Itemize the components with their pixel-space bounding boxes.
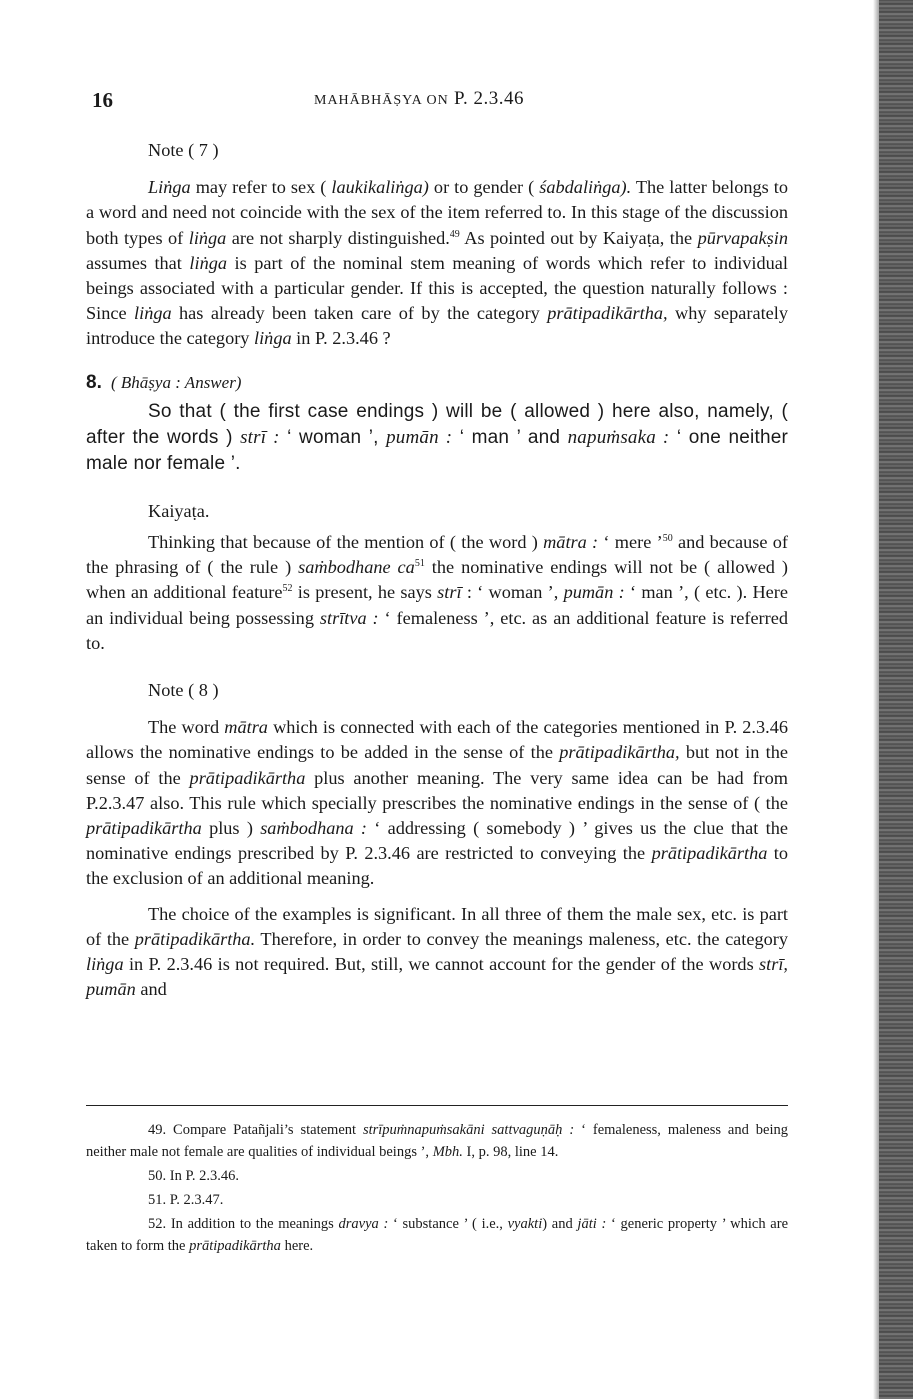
text: ‘ femaleness, maleness and being neither male not female are qualities of individual beings ’, bbox=[86, 1122, 789, 1160]
text: why separately introduce the category bbox=[86, 303, 788, 349]
term: jāti : bbox=[577, 1216, 607, 1232]
text: assumes that bbox=[86, 252, 190, 273]
term: saṁbodhane ca bbox=[298, 557, 415, 578]
footnote-ref-50: 50 bbox=[662, 532, 673, 544]
term: saṁbodhana : bbox=[260, 818, 367, 839]
term: prātipadikārtha. bbox=[134, 928, 256, 949]
kaiyata-paragraph bbox=[86, 530, 788, 656]
term: prātipadikārtha bbox=[86, 818, 202, 839]
note-7-paragraph bbox=[86, 175, 788, 351]
term: strīpuṁnapuṁsakāni sattvaguṇāḥ : bbox=[362, 1122, 575, 1138]
text: to the exclusion of an additional meaning. bbox=[86, 843, 788, 889]
term: vyakti bbox=[507, 1216, 543, 1232]
text: 52. In addition to the meanings bbox=[148, 1216, 339, 1232]
text: : ‘ woman ’, bbox=[461, 582, 564, 603]
section-title: ( Bhāṣya : Answer) bbox=[111, 372, 242, 392]
term: strī, bbox=[759, 954, 788, 975]
note-8-paragraph-1 bbox=[86, 715, 788, 891]
text: 49. Compare Patañjali’s statement bbox=[148, 1122, 363, 1138]
section-number: 8. bbox=[86, 371, 102, 393]
term: napuṁsaka : bbox=[567, 426, 670, 448]
note-8-label: Note ( 8 ) bbox=[148, 680, 219, 701]
term: liṅga bbox=[189, 252, 228, 273]
term: mātra bbox=[224, 717, 268, 738]
text: may refer to sex ( bbox=[190, 177, 332, 198]
footnote-49 bbox=[86, 1119, 788, 1163]
text: ‘ substance ’ ( i.e., bbox=[388, 1216, 508, 1232]
term: liṅga bbox=[254, 328, 292, 349]
term: liṅga bbox=[86, 954, 124, 975]
term: dravya : bbox=[338, 1216, 389, 1232]
text: Thinking that because of the mention of ( the word ) bbox=[148, 532, 544, 553]
text: ) and bbox=[542, 1216, 578, 1232]
footnote-ref-52: 52 bbox=[282, 583, 293, 595]
term: pūrvapakṣin bbox=[697, 227, 788, 248]
text: The choice of the examples is significant. In all three of them the male sex, etc. is part of the bbox=[86, 903, 788, 949]
text: ‘ femaleness ’, etc. as an additional feature is referred to. bbox=[86, 607, 788, 653]
term: pumān bbox=[86, 979, 136, 1000]
term: Mbh. bbox=[432, 1144, 463, 1160]
text: are not sharply distinguished. bbox=[226, 227, 450, 248]
running-head-title: MAHĀBHĀṢYA ON bbox=[314, 93, 449, 108]
term: prātipadikārtha, bbox=[547, 303, 668, 324]
text: ‘ mere ’ bbox=[598, 532, 663, 553]
text: ‘ man ’, ( etc. ). Here an individual being possessing bbox=[86, 582, 788, 628]
section-8-heading bbox=[86, 370, 788, 395]
text: in P. 2.3.46 ? bbox=[291, 328, 391, 349]
text: ‘ one neither male nor female ’. bbox=[86, 426, 789, 474]
term: śabdaliṅga). bbox=[539, 177, 632, 198]
term: pumān : bbox=[563, 582, 625, 603]
term: pumān : bbox=[386, 426, 453, 448]
main-text bbox=[86, 138, 788, 1002]
text: I, p. 98, line 14. bbox=[462, 1144, 559, 1160]
text: and bbox=[135, 979, 167, 1000]
text: or to gender ( bbox=[428, 177, 540, 198]
text: The latter belongs to a word and need not coincide with the sex of the item referred to. In this stage of the discussion both types of bbox=[86, 177, 788, 248]
text: The word bbox=[148, 717, 225, 738]
footnotes bbox=[86, 1119, 788, 1259]
footnote-50: 50. In P. 2.3.46. bbox=[148, 1168, 240, 1184]
page-number: 16 bbox=[92, 88, 113, 112]
text: has already been taken care of by the category bbox=[171, 303, 548, 324]
scan-binding-edge bbox=[879, 0, 913, 1399]
text: and because of the phrasing of ( the rule ) bbox=[86, 532, 789, 578]
bhasya-answer-paragraph bbox=[86, 399, 788, 477]
text: here. bbox=[280, 1238, 314, 1254]
text: the nominative endings will not be ( allowed ) when an additional feature bbox=[86, 557, 788, 603]
text: ‘ addressing ( somebody ) ’ gives us the clue that the nominative endings prescribed by P. 2.3.46 are restricted to conveying the bbox=[86, 818, 788, 864]
term: laukikaliṅga) bbox=[331, 177, 429, 198]
page-header bbox=[0, 86, 913, 116]
text: which is connected with each of the categories mentioned in P. 2.3.46 allows the nominative endings to be added in the sense of the bbox=[86, 717, 788, 763]
note-8-paragraph-2 bbox=[86, 902, 788, 1003]
text: So that ( the first case endings ) will be ( allowed ) here also, namely, ( after the words ) bbox=[86, 400, 788, 448]
text: plus another meaning. The very same idea can be had from P.2.3.47 also. This rule which specially prescribes the nominative endings in the sense of ( the bbox=[86, 767, 788, 813]
text: is present, he says bbox=[292, 582, 438, 603]
term: strītva : bbox=[319, 607, 379, 628]
term: liṅga bbox=[134, 303, 172, 324]
footnote-ref-51: 51 bbox=[414, 558, 425, 570]
text: As pointed out by Kaiyaṭa, the bbox=[459, 227, 698, 248]
kaiyata-label: Kaiyaṭa. bbox=[148, 500, 210, 521]
footnote-51: 51. P. 2.3.47. bbox=[148, 1192, 224, 1208]
running-head-rule: P. 2.3.46 bbox=[454, 88, 524, 109]
term: prātipadikārtha bbox=[189, 1238, 281, 1254]
text: is part of the nominal stem meaning of words which refer to individual beings associated with a particular gender. If this is accepted, the question naturally follows : Since bbox=[86, 252, 788, 324]
term: prātipadikārtha bbox=[189, 767, 306, 788]
footnote-ref-49: 49 bbox=[449, 228, 460, 240]
term: Liṅga bbox=[148, 177, 191, 198]
text: ‘ woman ’, bbox=[279, 426, 387, 448]
text: ‘ man ’ and bbox=[452, 426, 568, 448]
term: prātipadikārtha, bbox=[559, 742, 680, 763]
text: plus ) bbox=[201, 818, 261, 839]
footnote-52 bbox=[86, 1213, 788, 1257]
running-head bbox=[314, 88, 524, 110]
text: Therefore, in order to convey the meanings maleness, etc. the category bbox=[255, 928, 788, 949]
term: liṅga bbox=[188, 227, 227, 248]
term: mātra : bbox=[543, 532, 599, 553]
note-7-label: Note ( 7 ) bbox=[148, 140, 219, 160]
term: strī bbox=[437, 582, 462, 603]
text: ‘ generic property ’ which are taken to form the bbox=[86, 1216, 789, 1254]
term: strī : bbox=[240, 426, 280, 448]
footnote-divider bbox=[86, 1105, 788, 1106]
text: but not in the sense of the bbox=[86, 742, 788, 788]
text: in P. 2.3.46 is not required. But, still, we cannot account for the gender of the words bbox=[123, 954, 760, 975]
term: prātipadikārtha bbox=[651, 843, 768, 864]
